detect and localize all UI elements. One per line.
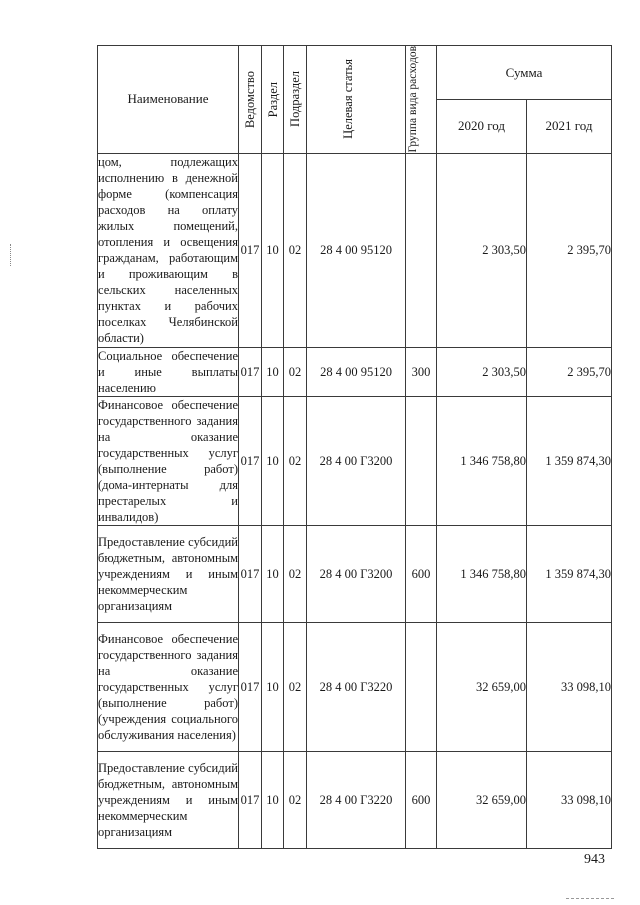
- row-article: 28 4 00 95120: [307, 347, 406, 396]
- row-name: цом, подлежащих исполнению в денежной форме (компенсация расходов на оплату жилых помещений, отопления и освещения гражданам, работающим и проживающим в сельских населенных пунктах и рабочих поселках Челябинской области): [98, 155, 238, 346]
- row-ministry: 017: [239, 525, 262, 622]
- row-section: 10: [262, 396, 284, 525]
- row-subsection: 02: [284, 153, 307, 347]
- row-sum-2020: 32 659,00: [437, 751, 527, 848]
- row-ministry: 017: [239, 751, 262, 848]
- row-subsection: 02: [284, 347, 307, 396]
- row-section: 10: [262, 153, 284, 347]
- header-year-2021: 2021 год: [527, 100, 612, 153]
- header-target-article-label: Целевая статья: [341, 59, 355, 140]
- row-sum-2021: 33 098,10: [527, 751, 612, 848]
- row-sum-2020: 2 303,50: [437, 153, 527, 347]
- row-sum-2021: 2 395,70: [527, 347, 612, 396]
- row-article: 28 4 00 Г3220: [307, 751, 406, 848]
- header-expense-group: [406, 46, 437, 154]
- header-ministry-label: Ведомство: [243, 70, 257, 128]
- row-sum-2020: 1 346 758,80: [437, 525, 527, 622]
- bottom-mark: [566, 898, 614, 900]
- row-article: 28 4 00 Г3220: [307, 622, 406, 751]
- row-name: Предоставление субсидий бюджетным, автономным учреждениям и иным некоммерческим организациям: [98, 525, 239, 622]
- row-section: 10: [262, 525, 284, 622]
- row-subsection: 02: [284, 396, 307, 525]
- header-section: [262, 46, 284, 154]
- row-section: 10: [262, 347, 284, 396]
- row-sum-2020: 1 346 758,80: [437, 396, 527, 525]
- table-row: [98, 525, 612, 622]
- header-sum: Сумма: [437, 46, 612, 100]
- header-name: Наименование: [98, 46, 239, 154]
- budget-table: [97, 45, 612, 849]
- table-header: [98, 46, 612, 154]
- row-article: 28 4 00 95120: [307, 153, 406, 347]
- row-group: [406, 622, 437, 751]
- header-target-article: [307, 46, 406, 154]
- header-section-label: Раздел: [265, 81, 280, 117]
- row-name: Финансовое обеспечение государственного задания на оказание государственных услуг (выполнение работ) (учреждения социального обслуживания населения): [98, 622, 239, 751]
- row-sum-2020: 32 659,00: [437, 622, 527, 751]
- page-number: 943: [584, 852, 605, 867]
- row-article: 28 4 00 Г3200: [307, 525, 406, 622]
- row-ministry: 017: [239, 622, 262, 751]
- row-sum-2021: 1 359 874,30: [527, 396, 612, 525]
- row-group: [406, 153, 437, 347]
- header-subsection: [284, 46, 307, 154]
- row-name: Предоставление субсидий бюджетным, автономным учреждениям и иным некоммерческим организациям: [98, 751, 239, 848]
- row-sum-2021: 1 359 874,30: [527, 525, 612, 622]
- header-year-2020: 2020 год: [437, 100, 527, 153]
- header-expense-group-label: Группа вида расходов: [407, 46, 419, 153]
- row-group: 600: [406, 751, 437, 848]
- row-group: 300: [406, 347, 437, 396]
- margin-mark: [10, 244, 12, 266]
- row-section: 10: [262, 622, 284, 751]
- header-subsection-label: Подраздел: [288, 71, 302, 128]
- header-ministry: [239, 46, 262, 154]
- row-ministry: 017: [239, 396, 262, 525]
- row-section: 10: [262, 751, 284, 848]
- row-article: 28 4 00 Г3200: [307, 396, 406, 525]
- row-group: 600: [406, 525, 437, 622]
- table-row: [98, 396, 612, 525]
- row-name: Социальное обеспечение и иные выплаты населению: [98, 348, 238, 395]
- row-ministry: 017: [239, 347, 262, 396]
- table-row: [98, 153, 612, 347]
- row-ministry: 017: [239, 153, 262, 347]
- row-subsection: 02: [284, 525, 307, 622]
- row-sum-2021: 2 395,70: [527, 153, 612, 347]
- row-name: Финансовое обеспечение государственного задания на оказание государственных услуг (выполнение работ) (дома-интернаты для престарелых и инвалидов): [98, 397, 238, 524]
- table-row: [98, 751, 612, 848]
- row-sum-2021: 33 098,10: [527, 622, 612, 751]
- row-subsection: 02: [284, 751, 307, 848]
- table-row: [98, 622, 612, 751]
- table-body: [98, 153, 612, 848]
- table-row: [98, 347, 612, 396]
- row-group: [406, 396, 437, 525]
- row-subsection: 02: [284, 622, 307, 751]
- row-sum-2020: 2 303,50: [437, 347, 527, 396]
